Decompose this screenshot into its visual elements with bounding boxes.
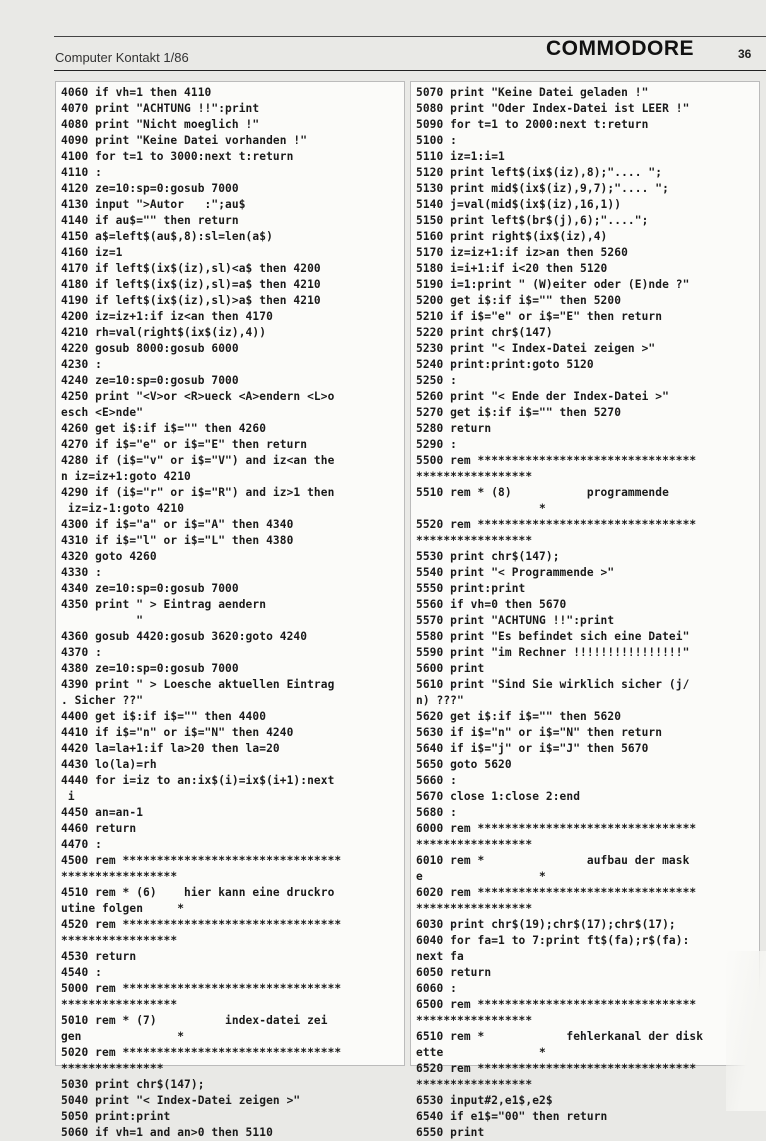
code-line: 5280 return <box>416 422 492 435</box>
code-line: 4240 ze=10:sp=0:gosub 7000 <box>61 374 239 387</box>
code-line: 6550 print <box>416 1126 485 1139</box>
code-line: ***************** <box>416 1078 533 1091</box>
code-line: . Sicher ??" <box>61 694 144 707</box>
code-line: 4200 iz=iz+1:if iz<an then 4170 <box>61 310 273 323</box>
code-line: iz=iz-1:goto 4210 <box>61 502 185 515</box>
page-curl-shadow <box>726 951 766 1111</box>
section-title: COMMODORE <box>546 37 694 60</box>
code-line: 4400 get i$:if i$="" then 4400 <box>61 710 267 723</box>
code-line: 6060 : <box>416 982 458 995</box>
code-line: 4270 if i$="e" or i$="E" then return <box>61 438 308 451</box>
code-listing-right <box>410 81 760 1139</box>
code-line: 6040 for fa=1 to 7:print ft$(fa);r$(fa): <box>416 934 690 947</box>
code-line: 6050 return <box>416 966 492 979</box>
code-line: 5090 for t=1 to 2000:next t:return <box>416 118 649 131</box>
code-line: ***************** <box>416 470 533 483</box>
code-line: 5030 print chr$(147); <box>61 1078 205 1091</box>
code-line: 5260 print "< Ende der Index-Datei >" <box>416 390 669 403</box>
code-line: ***************** <box>416 1014 533 1027</box>
code-line: 6520 rem ******************************** <box>416 1062 697 1075</box>
code-line: 5160 print right$(ix$(iz),4) <box>416 230 608 243</box>
code-line: 4110 : <box>61 166 103 179</box>
code-line: 5550 print:print <box>416 582 526 595</box>
code-line: 6000 rem ******************************** <box>416 822 697 835</box>
code-line: 5600 print <box>416 662 485 675</box>
code-line: e * <box>416 870 546 883</box>
code-line: 5220 print chr$(147) <box>416 326 553 339</box>
code-line: 4430 lo(la)=rh <box>61 758 157 771</box>
code-line: 4450 an=an-1 <box>61 806 144 819</box>
code-line: 4340 ze=10:sp=0:gosub 7000 <box>61 582 239 595</box>
code-line: 5110 iz=1:i=1 <box>416 150 505 163</box>
code-line: 4230 : <box>61 358 103 371</box>
code-line: 4520 rem ******************************** <box>61 918 342 931</box>
code-line: 4500 rem ******************************** <box>61 854 342 867</box>
code-line: 5210 if i$="e" or i$="E" then return <box>416 310 663 323</box>
code-line: 5130 print mid$(ix$(iz),9,7);".... "; <box>416 182 669 195</box>
code-line: 4260 get i$:if i$="" then 4260 <box>61 422 267 435</box>
code-line: *************** <box>61 1062 164 1075</box>
code-line: 5040 print "< Index-Datei zeigen >" <box>61 1094 301 1107</box>
code-line: 4250 print "<V>or <R>ueck <A>endern <L>o <box>61 390 335 403</box>
code-line: * <box>416 502 546 515</box>
code-line: 5170 iz=iz+1:if iz>an then 5260 <box>416 246 628 259</box>
code-line: 5230 print "< Index-Datei zeigen >" <box>416 342 656 355</box>
code-line: 5640 if i$="j" or i$="J" then 5670 <box>416 742 649 755</box>
code-line: 4170 if left$(ix$(iz),sl)<a$ then 4200 <box>61 262 321 275</box>
code-line: 5050 print:print <box>61 1110 171 1123</box>
code-line: 5610 print "Sind Sie wirklich sicher (j/ <box>416 678 690 691</box>
code-line: ***************** <box>61 934 178 947</box>
code-line: 6030 print chr$(19);chr$(17);chr$(17); <box>416 918 676 931</box>
code-line: 4060 if vh=1 then 4110 <box>61 86 212 99</box>
code-line: 4150 a$=left$(au$,8):sl=len(a$) <box>61 230 273 243</box>
code-line: 4210 rh=val(right$(ix$(iz),4)) <box>61 326 267 339</box>
code-line: 4350 print " > Eintrag aendern <box>61 598 267 611</box>
code-line: 5180 i=i+1:if i<20 then 5120 <box>416 262 608 275</box>
code-line: 5620 get i$:if i$="" then 5620 <box>416 710 622 723</box>
code-line: 4440 for i=iz to an:ix$(i)=ix$(i+1):next <box>61 774 335 787</box>
code-line: ***************** <box>416 902 533 915</box>
code-line: i <box>61 790 75 803</box>
code-line: 4410 if i$="n" or i$="N" then 4240 <box>61 726 294 739</box>
code-line: 5290 : <box>416 438 458 451</box>
code-line: 6020 rem ******************************** <box>416 886 697 899</box>
code-line: 5120 print left$(ix$(iz),8);".... "; <box>416 166 663 179</box>
code-line: 5570 print "ACHTUNG !!":print <box>416 614 615 627</box>
code-line: 5190 i=1:print " (W)eiter oder (E)nde ?" <box>416 278 690 291</box>
code-line: 4540 : <box>61 966 103 979</box>
code-line: 5240 print:print:goto 5120 <box>416 358 594 371</box>
code-line: 4370 : <box>61 646 103 659</box>
code-line: 4090 print "Keine Datei vorhanden !" <box>61 134 308 147</box>
code-line: 4510 rem * (6) hier kann eine druckro <box>61 886 335 899</box>
code-line: 5060 if vh=1 and an>0 then 5110 <box>61 1126 273 1139</box>
code-line: ette * <box>416 1046 546 1059</box>
code-line: 5510 rem * (8) programmende <box>416 486 669 499</box>
code-line: 5530 print chr$(147); <box>416 550 560 563</box>
code-line: 4070 print "ACHTUNG !!":print <box>61 102 260 115</box>
code-line: 6500 rem ******************************** <box>416 998 697 1011</box>
code-line: gen * <box>61 1030 185 1043</box>
code-line: 4470 : <box>61 838 103 851</box>
code-line: 4280 if (i$="v" or i$="V") and iz<an the <box>61 454 335 467</box>
code-line: 4460 return <box>61 822 137 835</box>
code-line: 4530 return <box>61 950 137 963</box>
code-line: 4320 goto 4260 <box>61 550 157 563</box>
code-line: 4220 gosub 8000:gosub 6000 <box>61 342 239 355</box>
code-line: " <box>61 614 144 627</box>
code-line: 5560 if vh=0 then 5670 <box>416 598 567 611</box>
code-line: 6010 rem * aufbau der mask <box>416 854 690 867</box>
code-line: ***************** <box>61 870 178 883</box>
code-line: 5150 print left$(br$(j),6);"...."; <box>416 214 649 227</box>
magazine-title: Computer Kontakt 1/86 <box>55 50 189 65</box>
code-line: 4330 : <box>61 566 103 579</box>
code-line: 5140 j=val(mid$(ix$(iz),16,1)) <box>416 198 622 211</box>
code-line: 4300 if i$="a" or i$="A" then 4340 <box>61 518 294 531</box>
code-line: 4160 iz=1 <box>61 246 123 259</box>
code-line: 5200 get i$:if i$="" then 5200 <box>416 294 622 307</box>
page-header <box>0 0 766 78</box>
code-line: 5660 : <box>416 774 458 787</box>
code-line: utine folgen * <box>61 902 185 915</box>
code-line: 5100 : <box>416 134 458 147</box>
code-line: 6540 if e1$="00" then return <box>416 1110 608 1123</box>
code-line: 5520 rem ******************************** <box>416 518 697 531</box>
code-line: next fa <box>416 950 464 963</box>
code-line: 5580 print "Es befindet sich eine Datei" <box>416 630 690 643</box>
code-line: 4420 la=la+1:if la>20 then la=20 <box>61 742 280 755</box>
code-line: n) ???" <box>416 694 464 707</box>
header-bottom-rule <box>54 70 766 71</box>
code-line: 4100 for t=1 to 3000:next t:return <box>61 150 294 163</box>
code-line: 5540 print "< Programmende >" <box>416 566 615 579</box>
code-line: 5010 rem * (7) index-datei zei <box>61 1014 328 1027</box>
code-line: 6510 rem * fehlerkanal der disk <box>416 1030 704 1043</box>
code-line: 4120 ze=10:sp=0:gosub 7000 <box>61 182 239 195</box>
code-line: 5630 if i$="n" or i$="N" then return <box>416 726 663 739</box>
code-line: 5500 rem ******************************** <box>416 454 697 467</box>
code-line: 4310 if i$="l" or i$="L" then 4380 <box>61 534 294 547</box>
code-listing-left <box>55 81 405 1139</box>
code-line: 4080 print "Nicht moeglich !" <box>61 118 260 131</box>
code-line: 5590 print "im Rechner !!!!!!!!!!!!!!!!" <box>416 646 690 659</box>
code-line: 4140 if au$="" then return <box>61 214 239 227</box>
code-line: 4180 if left$(ix$(iz),sl)=a$ then 4210 <box>61 278 321 291</box>
code-line: 4290 if (i$="r" or i$="R") and iz>1 then <box>61 486 335 499</box>
code-line: 5080 print "Oder Index-Datei ist LEER !" <box>416 102 690 115</box>
code-line: 6530 input#2,e1$,e2$ <box>416 1094 553 1107</box>
code-line: 4390 print " > Loesche aktuellen Eintrag <box>61 678 335 691</box>
code-line: 4190 if left$(ix$(iz),sl)>a$ then 4210 <box>61 294 321 307</box>
code-line: 5680 : <box>416 806 458 819</box>
code-line: 5650 goto 5620 <box>416 758 512 771</box>
code-line: 5250 : <box>416 374 458 387</box>
code-line: ***************** <box>61 998 178 1011</box>
code-line: 5070 print "Keine Datei geladen !" <box>416 86 649 99</box>
code-line: 5020 rem ******************************** <box>61 1046 342 1059</box>
code-line: ***************** <box>416 534 533 547</box>
code-line: 4130 input ">Autor :";au$ <box>61 198 246 211</box>
code-line: esch <E>nde" <box>61 406 144 419</box>
code-line: 4380 ze=10:sp=0:gosub 7000 <box>61 662 239 675</box>
code-line: 5670 close 1:close 2:end <box>416 790 581 803</box>
code-line: n iz=iz+1:goto 4210 <box>61 470 191 483</box>
code-line: ***************** <box>416 838 533 851</box>
code-line: 4360 gosub 4420:gosub 3620:goto 4240 <box>61 630 308 643</box>
code-line: 5270 get i$:if i$="" then 5270 <box>416 406 622 419</box>
code-line: 5000 rem ******************************** <box>61 982 342 995</box>
page-number: 36 <box>738 47 752 61</box>
